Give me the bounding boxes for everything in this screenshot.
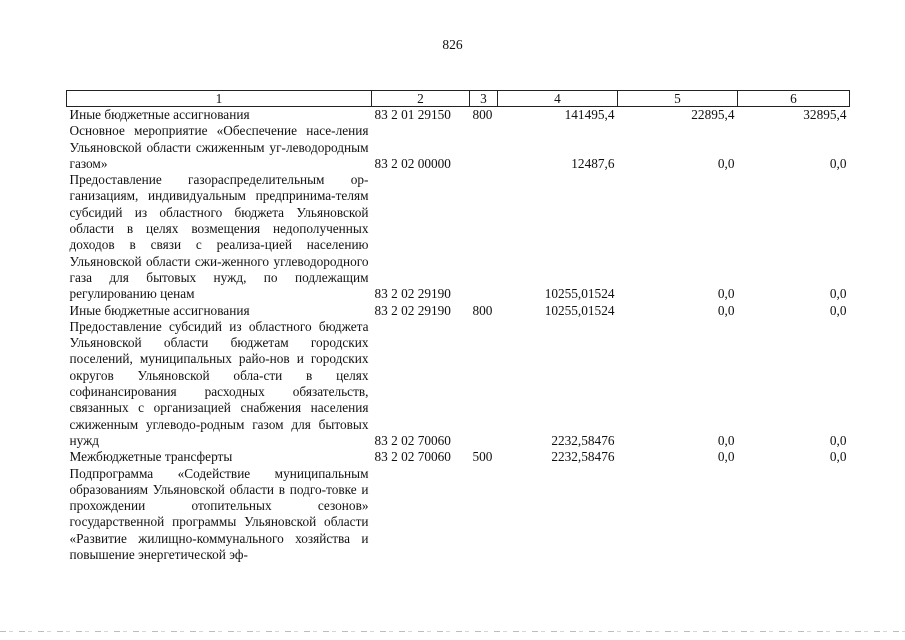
- header-col-6: 6: [738, 91, 850, 107]
- row-vr: [470, 319, 498, 449]
- row-name: Подпрограмма «Содействие муниципальным образованиям Ульяновской области в подго-товке и прохождении отопительных сезонов» государственной программы Ульяновской области «Развитие жилищно-коммунального хозяйства и повышение энергетической эф-: [69, 465, 369, 563]
- row-code: 83 2 01 29150: [374, 107, 451, 122]
- table-row: [67, 449, 850, 465]
- row-col4: 2232,58476: [551, 432, 615, 448]
- row-col5: 0,0: [717, 286, 735, 302]
- table-row: [67, 107, 850, 124]
- row-code: 83 2 02 70060: [374, 449, 451, 465]
- row-col5: 0,0: [717, 155, 735, 171]
- row-col5: 0,0: [717, 449, 735, 465]
- row-code: [372, 466, 470, 564]
- row-name: Иные бюджетные ассигнования: [69, 302, 250, 318]
- row-col6: 0,0: [829, 449, 847, 465]
- row-vr: [470, 172, 498, 302]
- row-code: 83 2 02 29190: [374, 302, 451, 318]
- row-vr: [470, 466, 498, 564]
- row-col6: 0,0: [829, 302, 847, 318]
- row-col4: 10255,01524: [544, 286, 615, 302]
- row-vr: 500: [472, 449, 493, 465]
- table-header: [67, 91, 850, 107]
- header-col-1: 1: [67, 91, 372, 107]
- row-col5: [618, 466, 738, 564]
- table-row: [67, 303, 850, 319]
- row-col6: 0,0: [829, 432, 847, 448]
- row-col5: 0,0: [717, 302, 735, 318]
- row-col5: 0,0: [717, 432, 735, 448]
- row-col5: 22895,4: [691, 107, 735, 122]
- row-code: 83 2 02 00000: [374, 155, 451, 171]
- header-col-2: 2: [372, 91, 470, 107]
- header-col-5: 5: [618, 91, 738, 107]
- row-col6: [738, 466, 850, 564]
- row-name: Предоставление субсидий из областного бюджета Ульяновской области бюджетам городских поселений, муниципальных райо-нов и городских округов Ульяновской обла-сти в целях софинансирования расходных обязательств, связанных с организацией снабжения населения сжиженным углеводо-родным газом для бытовых нужд: [69, 318, 369, 448]
- header-col-4: 4: [498, 91, 618, 107]
- row-code: 83 2 02 70060: [374, 432, 451, 448]
- row-name: Основное мероприятие «Обеспечение насе-ления Ульяновской области сжиженным уг-леводородным газом»: [69, 123, 369, 171]
- row-name: Иные бюджетные ассигнования: [69, 107, 250, 122]
- row-vr: [470, 123, 498, 172]
- table-row: [67, 172, 850, 302]
- table-body: [67, 107, 850, 564]
- budget-table: [66, 90, 850, 563]
- row-col4: 2232,58476: [551, 449, 615, 465]
- row-vr: 800: [472, 302, 493, 318]
- row-col4: 10255,01524: [544, 302, 615, 318]
- row-name: Предоставление газораспределительным ор-ганизациям, индивидуальным предпринима-телям субсидий из областного бюджета Ульяновской области в целях возмещения недополученных доходов в связи с реализа-цией населению Ульяновской области сжи-женного углеводородного газа для бытовых нужд, по подлежащим регулированию ценам: [69, 172, 369, 302]
- row-code: 83 2 02 29190: [374, 286, 451, 302]
- table-row: [67, 319, 850, 449]
- page-number: 826: [442, 37, 463, 52]
- row-vr: 800: [472, 107, 493, 122]
- scan-edge-artifact: [0, 631, 905, 632]
- table-row: [67, 466, 850, 564]
- header-col-3: 3: [470, 91, 498, 107]
- row-col4: 141495,4: [564, 107, 615, 122]
- row-col4: 12487,6: [571, 155, 615, 171]
- row-col6: 0,0: [829, 155, 847, 171]
- row-col6: 0,0: [829, 286, 847, 302]
- row-name: Межбюджетные трансферты: [69, 449, 233, 465]
- row-col6: 32895,4: [803, 107, 847, 122]
- row-col4: [498, 466, 618, 564]
- table-row: [67, 123, 850, 172]
